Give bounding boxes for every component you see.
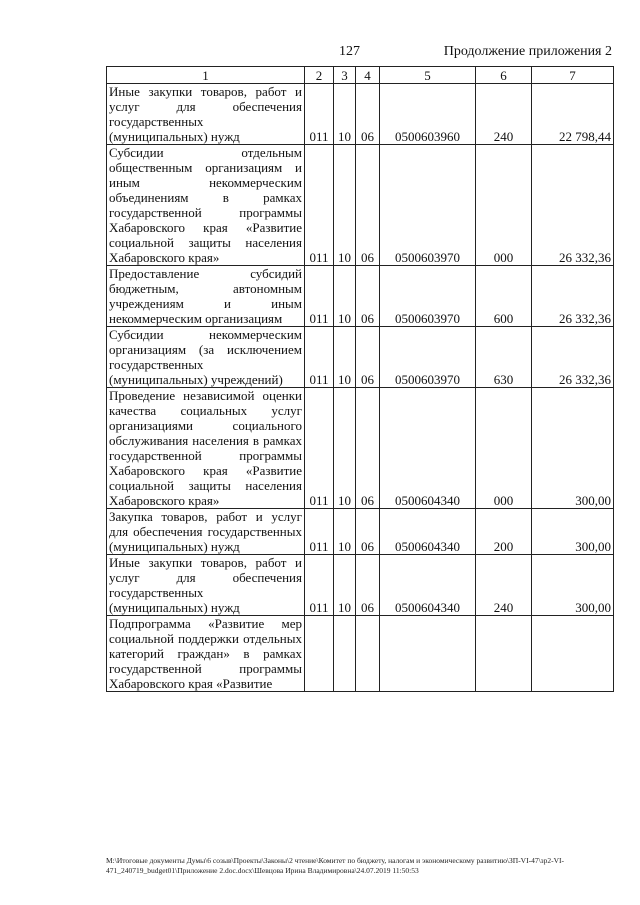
cell-code-subsection: 06: [356, 388, 380, 509]
cell-code-section: 10: [334, 509, 356, 555]
cell-code-expense: 000: [476, 145, 532, 266]
col-header-7: 7: [532, 67, 614, 84]
cell-code-ministry: 011: [305, 145, 334, 266]
cell-code-expense: 240: [476, 84, 532, 145]
col-header-1: 1: [107, 67, 305, 84]
cell-code-section: [334, 616, 356, 692]
table-row: [107, 509, 614, 555]
cell-code-ministry: 011: [305, 509, 334, 555]
cell-code-ministry: 011: [305, 555, 334, 616]
cell-code-subsection: 06: [356, 266, 380, 327]
cell-code-subsection: 06: [356, 555, 380, 616]
cell-code-expense: 630: [476, 327, 532, 388]
table-row: [107, 327, 614, 388]
cell-code-target: 0500603970: [380, 145, 476, 266]
cell-code-expense: 200: [476, 509, 532, 555]
cell-amount: 300,00: [532, 388, 614, 509]
cell-amount: 300,00: [532, 555, 614, 616]
table-row: [107, 266, 614, 327]
table-row: [107, 145, 614, 266]
budget-table: [106, 66, 614, 692]
col-header-3: 3: [334, 67, 356, 84]
cell-code-subsection: 06: [356, 509, 380, 555]
table-row: [107, 388, 614, 509]
cell-code-target: 0500604340: [380, 509, 476, 555]
col-header-2: 2: [305, 67, 334, 84]
cell-code-section: 10: [334, 388, 356, 509]
row-name: Субсидии некоммерческим организациям (за исключением государственных (муниципальных) учреждений): [107, 327, 305, 388]
cell-code-target: 0500603970: [380, 266, 476, 327]
cell-code-subsection: [356, 616, 380, 692]
table-row: [107, 616, 614, 692]
cell-amount: 26 332,36: [532, 145, 614, 266]
col-header-4: 4: [356, 67, 380, 84]
header-row: [107, 67, 614, 84]
cell-amount: [532, 616, 614, 692]
continuation-label: Продолжение приложения 2: [443, 44, 612, 59]
row-name: Проведение независимой оценки качества социальных услуг организациями социального обслуживания населения в рамках государственной программы Хабаровского края «Развитие социальной защиты населения Хабаровского края»: [107, 388, 305, 509]
cell-code-expense: 240: [476, 555, 532, 616]
cell-code-section: 10: [334, 145, 356, 266]
cell-amount: 300,00: [532, 509, 614, 555]
row-name: Иные закупки товаров, работ и услуг для обеспечения государственных (муниципальных) нужд: [107, 555, 305, 616]
cell-code-expense: [476, 616, 532, 692]
cell-code-target: 0500604340: [380, 388, 476, 509]
cell-code-subsection: 06: [356, 84, 380, 145]
cell-code-expense: 000: [476, 388, 532, 509]
cell-code-target: 0500604340: [380, 555, 476, 616]
cell-code-ministry: 011: [305, 84, 334, 145]
table-row: [107, 84, 614, 145]
cell-code-section: 10: [334, 266, 356, 327]
cell-code-ministry: 011: [305, 388, 334, 509]
row-name: Предоставление субсидий бюджетным, автономным учреждениям и иным некоммерческим организациям: [107, 266, 305, 327]
cell-amount: 26 332,36: [532, 266, 614, 327]
row-name: Субсидии отдельным общественным организациям и иным некоммерческим объединениям в рамках государственной программы Хабаровского края «Развитие социальной защиты населения Хабаровского края»: [107, 145, 305, 266]
cell-code-ministry: 011: [305, 327, 334, 388]
cell-code-subsection: 06: [356, 145, 380, 266]
cell-code-target: 0500603960: [380, 84, 476, 145]
cell-code-expense: 600: [476, 266, 532, 327]
cell-code-target: 0500603970: [380, 327, 476, 388]
cell-amount: 22 798,44: [532, 84, 614, 145]
cell-code-section: 10: [334, 327, 356, 388]
cell-code-ministry: 011: [305, 266, 334, 327]
table-row: [107, 555, 614, 616]
cell-code-target: [380, 616, 476, 692]
row-name: Подпрограмма «Развитие мер социальной поддержки отдельных категорий граждан» в рамках государственной программы Хабаровского края «Развитие: [107, 616, 305, 692]
row-name: Иные закупки товаров, работ и услуг для обеспечения государственных (муниципальных) нужд: [107, 84, 305, 145]
cell-code-ministry: [305, 616, 334, 692]
col-header-6: 6: [476, 67, 532, 84]
cell-code-section: 10: [334, 555, 356, 616]
page-number: 127: [339, 44, 360, 59]
cell-amount: 26 332,36: [532, 327, 614, 388]
file-path-footer: M:\Итоговые документы Думы\6 созыв\Проекты\Законы\2 чтение\Комитет по бюджету, налогам и экономическому развитию\ЗП-VI-47\зр2-VI-471_240719_budget01\Приложение 2.doc.docx\Шевцова Ирина Владимировна\24.07.2019 11:50:53: [106, 856, 565, 875]
row-name: Закупка товаров, работ и услуг для обеспечения государственных (муниципальных) нужд: [107, 509, 305, 555]
col-header-5: 5: [380, 67, 476, 84]
cell-code-section: 10: [334, 84, 356, 145]
cell-code-subsection: 06: [356, 327, 380, 388]
